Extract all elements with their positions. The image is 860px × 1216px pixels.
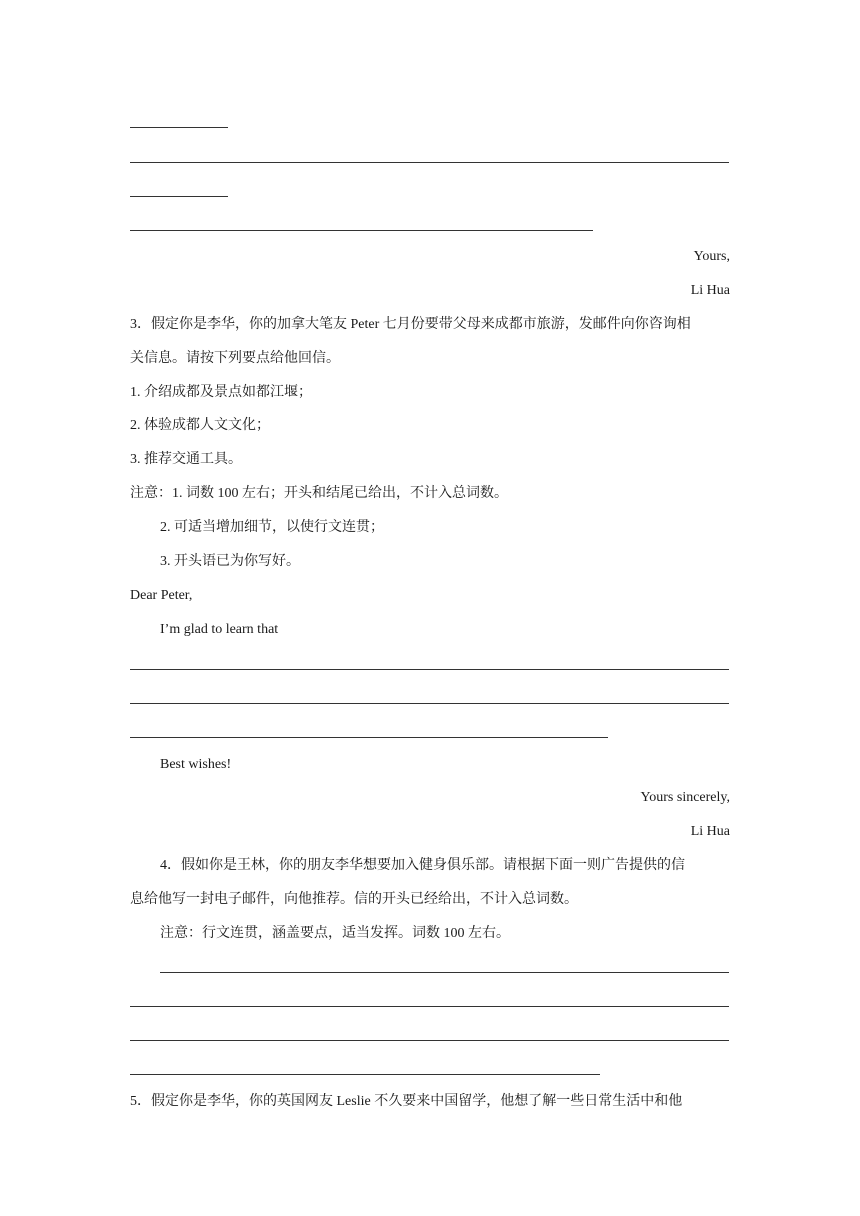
answer-line [130, 1006, 729, 1007]
answer-line [160, 972, 729, 973]
answer-line [130, 127, 228, 128]
letter-salutation: Dear Peter, [130, 588, 193, 603]
task3-prompt-line2: 关信息。请按下列要点给他回信。 [130, 351, 340, 366]
answer-line [130, 703, 729, 704]
task3-note-3: 3. 开头语已为你写好。 [160, 554, 300, 569]
task3-point-2: 2. 体验成都人文文化； [130, 418, 270, 433]
letter-signature: Li Hua [690, 283, 730, 298]
answer-line [130, 230, 593, 231]
task3-note-2: 2. 可适当增加细节，以使行文连贯； [160, 520, 384, 535]
task3-point-3: 3. 推荐交通工具。 [130, 452, 242, 467]
answer-line [130, 669, 729, 670]
answer-line [130, 162, 729, 163]
letter-signature: Li Hua [690, 824, 730, 839]
answer-line [130, 196, 228, 197]
task4-prompt-line2: 息给他写一封电子邮件，向他推荐。信的开头已经给出，不计入总词数。 [130, 892, 578, 907]
task5-prompt-line1: 5．假定你是李华，你的英国网友 Leslie 不久要来中国留学，他想了解一些日常生活中和他 [130, 1094, 683, 1109]
task3-point-1: 1. 介绍成都及景点如都江堰； [130, 385, 312, 400]
letter-opening: I’m glad to learn that [160, 622, 279, 637]
answer-line [130, 1040, 729, 1041]
letter-farewell: Best wishes! [160, 757, 232, 772]
answer-line [130, 737, 608, 738]
task3-prompt-line1: 3．假定你是李华，你的加拿大笔友 Peter 七月份要带父母来成都市旅游，发邮件向你咨询相 [130, 317, 691, 332]
task4-note: 注意：行文连贯，涵盖要点，适当发挥。词数 100 左右。 [160, 926, 510, 941]
answer-line [130, 1074, 600, 1075]
task3-note-1: 注意：1. 词数 100 左右；开头和结尾已给出，不计入总词数。 [130, 486, 508, 501]
task4-prompt-line1: 4．假如你是王林，你的朋友李华想要加入健身俱乐部。请根据下面一则广告提供的信 [160, 858, 685, 873]
letter-closing: Yours sincerely, [640, 790, 730, 805]
letter-closing: Yours, [693, 249, 730, 264]
